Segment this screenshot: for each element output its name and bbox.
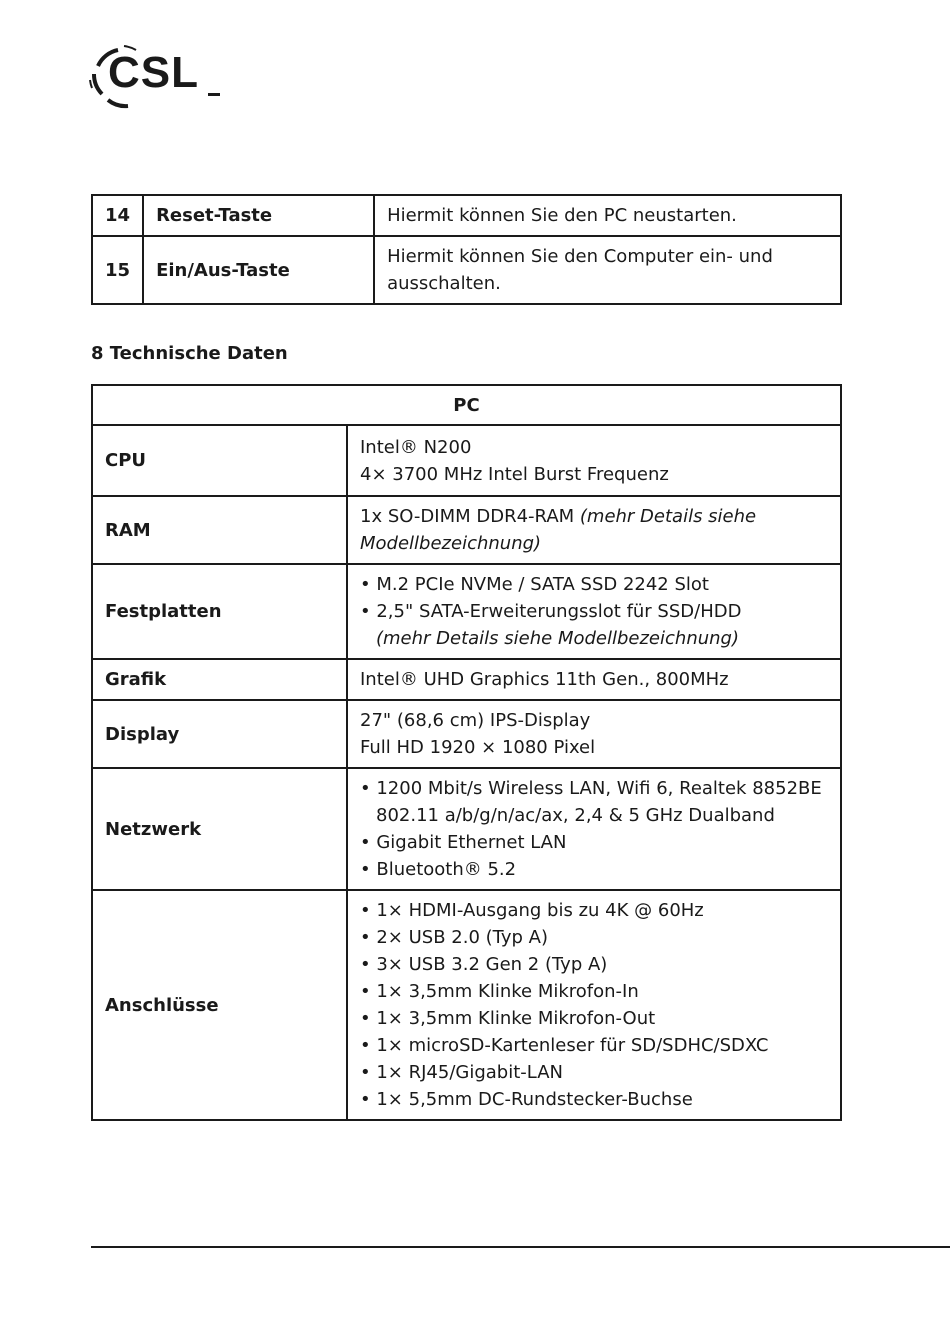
list-item (360, 978, 828, 1005)
list-item-text: 2,5" SATA-Erweiterungsslot für SSD/HDD (376, 601, 742, 622)
logo-underscore (208, 93, 220, 96)
list-item-text: 1× 5,5mm DC-Rundstecker-Buchse (376, 1089, 693, 1110)
spec-key: Anschlüsse (92, 890, 347, 1120)
list-item-continuation: 802.11 a/b/g/n/ac/ax, 2,4 & 5 GHz Dualband (376, 805, 775, 826)
list-item-text: Bluetooth® 5.2 (376, 859, 517, 880)
bullet-icon: • (360, 1008, 371, 1029)
bullet-icon: • (360, 1089, 371, 1110)
spec-note: Modellbezeichnung) (360, 533, 542, 554)
list-item (360, 1005, 828, 1032)
list-item-text: 1× RJ45/Gigabit-LAN (376, 1062, 564, 1083)
spec-line: 27" (68,6 cm) IPS-Display (360, 710, 591, 731)
table-header-row (92, 385, 841, 425)
spec-note-text: (mehr Details siehe Modellbezeichnung) (376, 628, 739, 649)
list-item (360, 924, 828, 951)
spec-row-network (92, 768, 841, 890)
bullet-icon: • (360, 778, 371, 799)
brand-logo (88, 42, 228, 112)
bullet-icon: • (360, 900, 371, 921)
list-item-text: Gigabit Ethernet LAN (376, 832, 567, 853)
table-row (92, 236, 841, 304)
spec-value (347, 700, 841, 768)
spec-value (347, 425, 841, 496)
bullet-icon: • (360, 1035, 371, 1056)
list-item-text: 1200 Mbit/s Wireless LAN, Wifi 6, Realtek 8852BE (376, 778, 822, 799)
list-item-text: 1× 3,5mm Klinke Mikrofon-In (376, 981, 639, 1002)
list-item (360, 951, 828, 978)
spec-value (347, 659, 841, 700)
row-number: 14 (92, 195, 143, 236)
row-number: 15 (92, 236, 143, 304)
list-item-text: 2× USB 2.0 (Typ A) (376, 927, 548, 948)
section-title: 8 Technische Daten (91, 343, 288, 364)
spec-row-ram (92, 496, 841, 564)
bullet-icon: • (360, 981, 371, 1002)
spec-line: 4× 3700 MHz Intel Burst Frequenz (360, 463, 669, 485)
list-item (360, 571, 828, 598)
list-item (360, 1059, 828, 1086)
spec-value (347, 496, 841, 564)
button-name: Ein/Aus-Taste (143, 236, 374, 304)
spec-row-cpu (92, 425, 841, 496)
bullet-icon: • (360, 601, 371, 622)
description-line: ausschalten. (387, 273, 501, 294)
spec-row-display (92, 700, 841, 768)
spec-table-header: PC (92, 385, 841, 425)
spec-value (347, 890, 841, 1120)
list-item-text: 1× microSD-Kartenleser für SD/SDHC/SDXC (376, 1035, 769, 1056)
list-item (360, 897, 828, 924)
bullet-icon: • (360, 954, 371, 975)
spec-table (91, 384, 842, 1121)
list-item-text: 1× 3,5mm Klinke Mikrofon-Out (376, 1008, 656, 1029)
button-description (374, 236, 841, 304)
buttons-table (91, 194, 842, 305)
bullet-icon: • (360, 574, 371, 595)
table-row (92, 195, 841, 236)
description-line: Hiermit können Sie den PC neustarten. (387, 205, 737, 226)
spec-line (360, 530, 828, 557)
spec-key: RAM (92, 496, 347, 564)
list-item-text: 1× HDMI-Ausgang bis zu 4K @ 60Hz (376, 900, 704, 921)
spec-key: Festplatten (92, 564, 347, 659)
bullet-icon: • (360, 832, 371, 853)
list-item (360, 598, 828, 625)
list-item (360, 856, 828, 883)
spec-key: CPU (92, 425, 347, 496)
list-item (360, 1086, 828, 1113)
spec-key: Display (92, 700, 347, 768)
spec-note: (mehr Details siehe (579, 506, 757, 527)
spec-value (347, 768, 841, 890)
list-item-text: 3× USB 3.2 Gen 2 (Typ A) (376, 954, 608, 975)
spec-row-storage (92, 564, 841, 659)
spec-line: Intel® N200 (360, 436, 472, 458)
list-item (360, 775, 828, 802)
bullet-icon: • (360, 1062, 371, 1083)
bullet-icon: • (360, 859, 371, 880)
spec-line: Full HD 1920 × 1080 Pixel (360, 737, 596, 758)
logo-text: CSL (108, 48, 199, 97)
button-description (374, 195, 841, 236)
spec-note (360, 625, 828, 652)
spec-key: Netzwerk (92, 768, 347, 890)
list-item-text: M.2 PCIe NVMe / SATA SSD 2242 Slot (376, 574, 709, 595)
spec-value (347, 564, 841, 659)
description-line: Hiermit können Sie den Computer ein- und (387, 246, 773, 267)
spec-text: 1x SO-DIMM DDR4-RAM (360, 506, 580, 527)
spec-line (360, 503, 828, 530)
bullet-icon: • (360, 927, 371, 948)
button-name: Reset-Taste (143, 195, 374, 236)
spec-row-graphics (92, 659, 841, 700)
spec-row-ports (92, 890, 841, 1120)
spec-key: Grafik (92, 659, 347, 700)
list-item (360, 829, 828, 856)
list-item (360, 1032, 828, 1059)
spec-line: Intel® UHD Graphics 11th Gen., 800MHz (360, 669, 729, 690)
footer-divider (91, 1246, 950, 1248)
